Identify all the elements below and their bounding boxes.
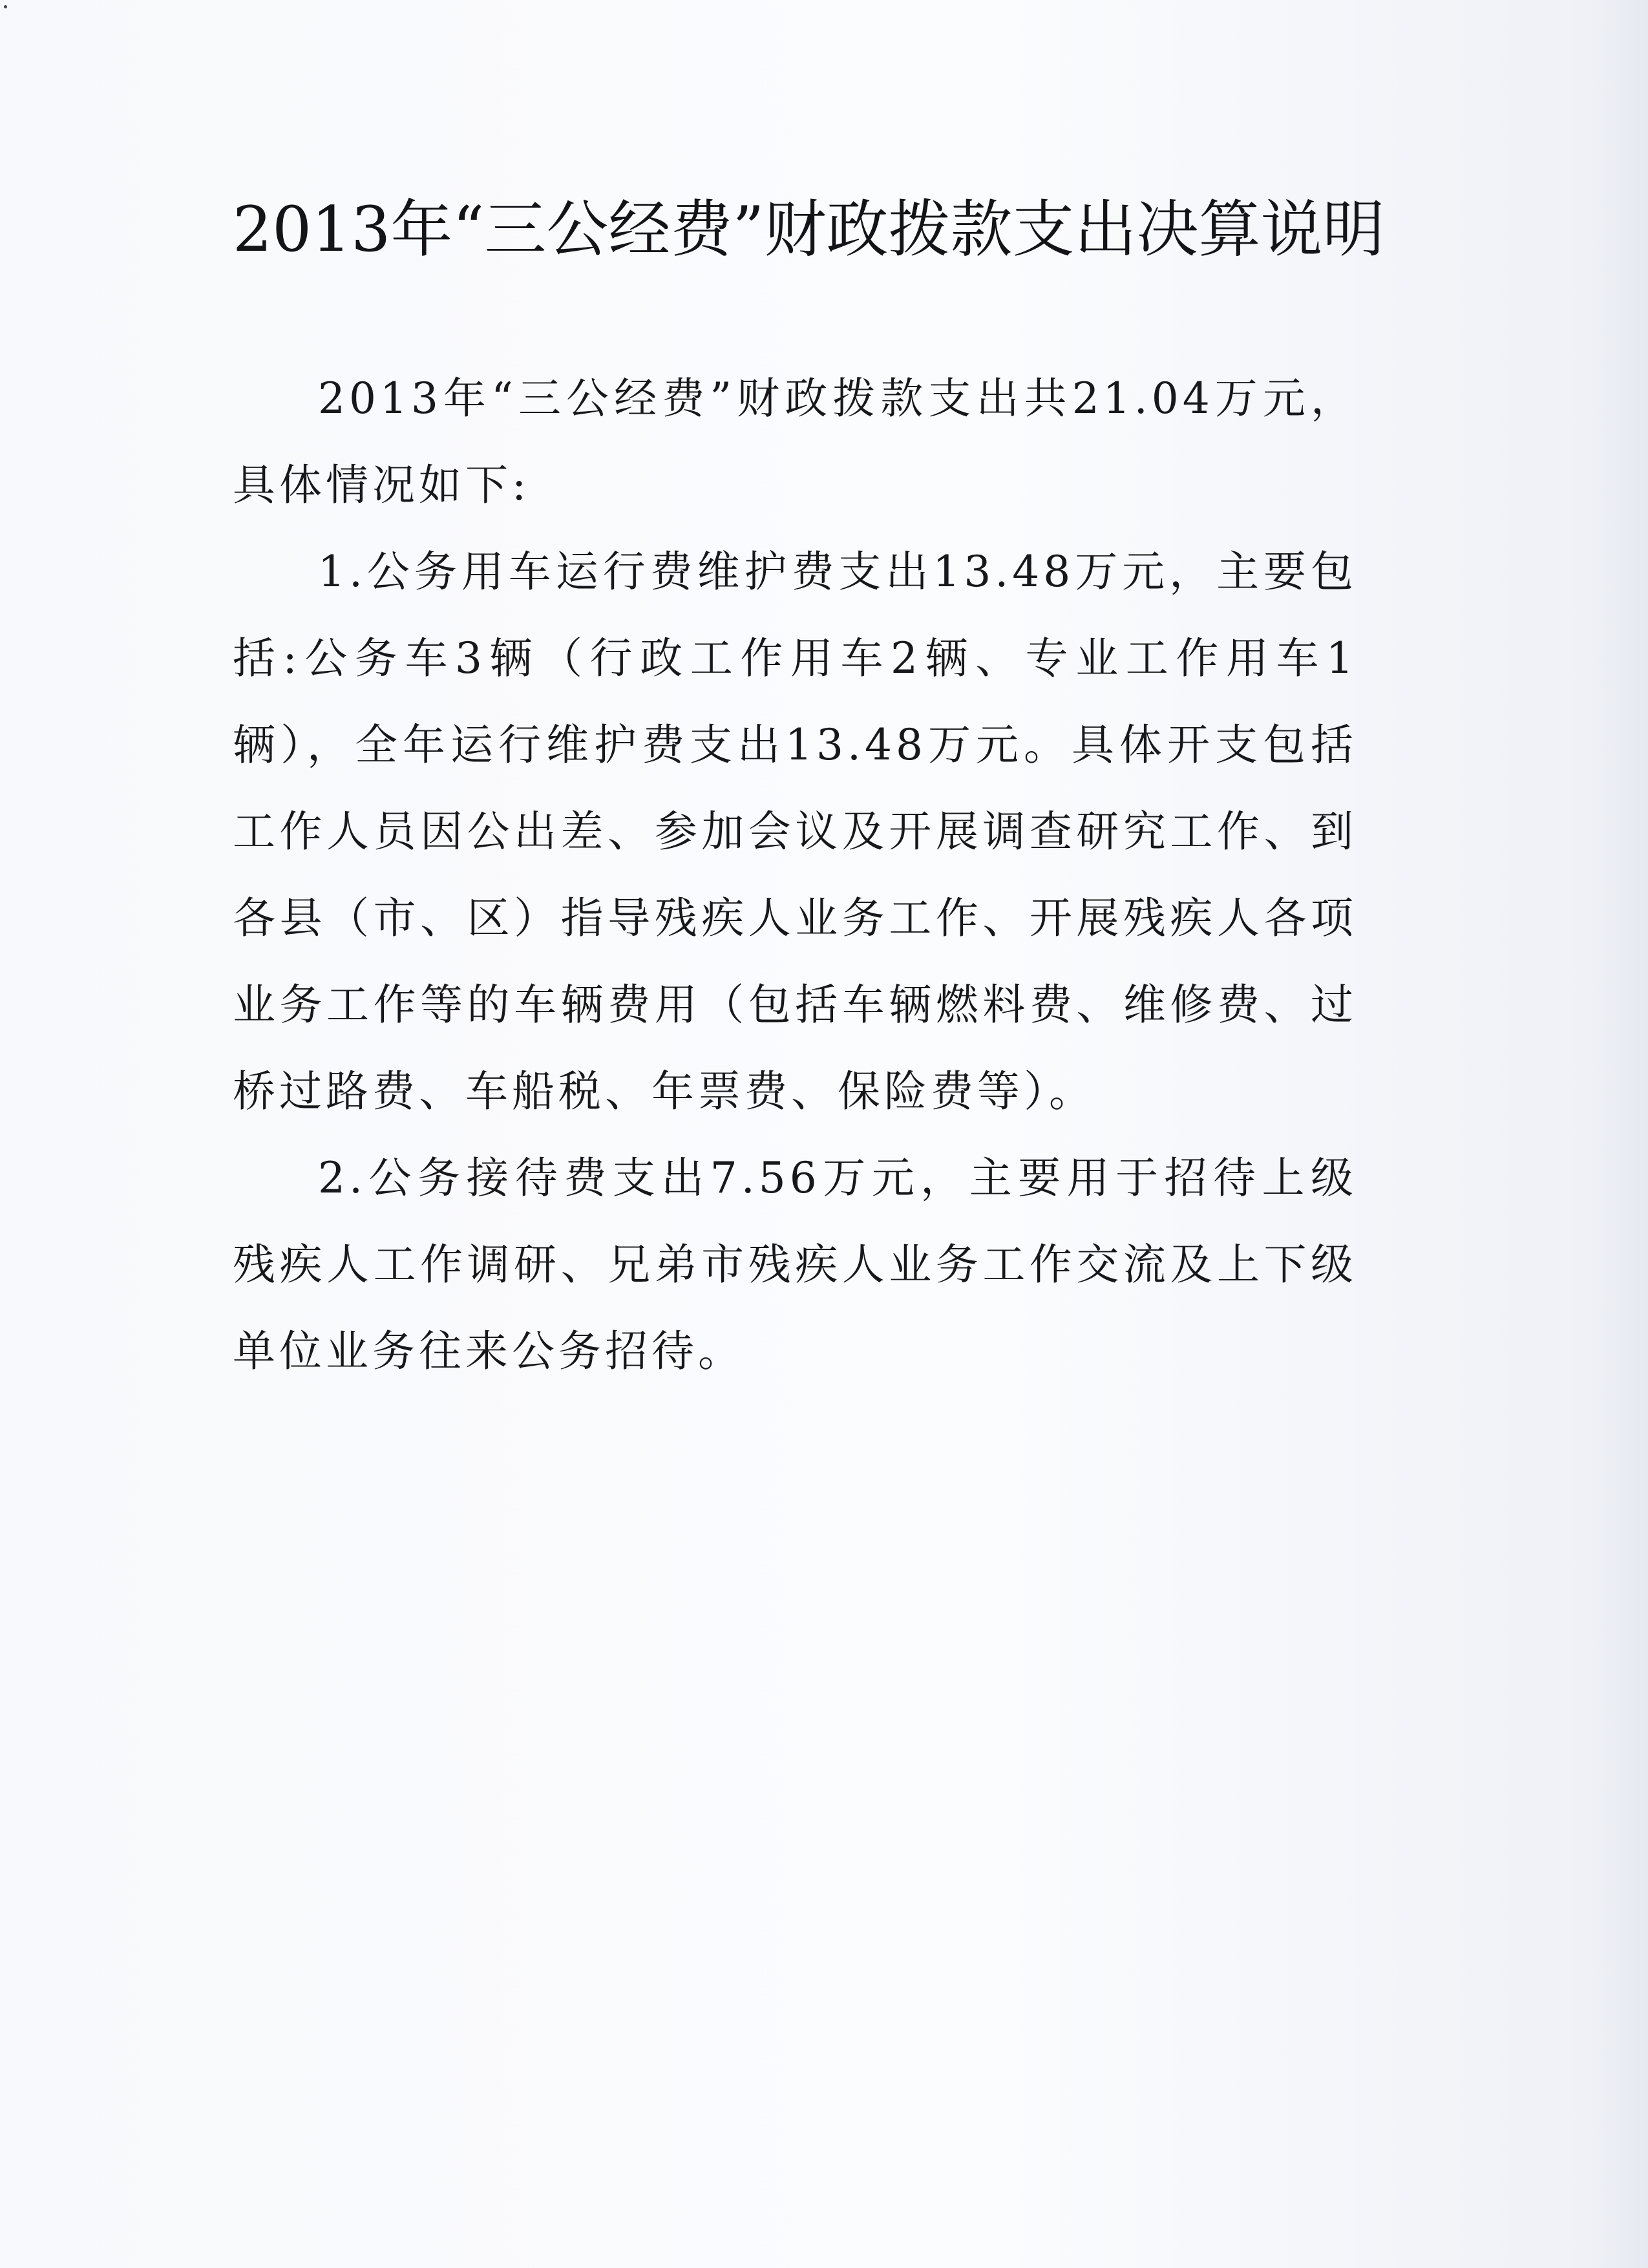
paragraph-reception-expenses: 2.公务接待费支出7.56万元，主要用于招待上级残疾人工作调研、兄弟市残疾人业务工作交流及上下级单位业务往来公务招待。 xyxy=(233,1153,1357,1376)
scan-shadow-edge xyxy=(1590,0,1648,2268)
paragraph-vehicle-expenses: 1.公务用车运行费维护费支出13.48万元，主要包括:公务车3辆（行政工作用车2辆、专业工作用车1辆），全年运行维护费支出13.48万元。具体开支包括工作人员因公出差、参加会议及开展调查研究工作、到各县（市、区）指导残疾人业务工作、开展残疾人各项业务工作等的车辆费用（包括车辆燃料费、维修费、过桥过路费、车船税、年票费、保险费等）。 xyxy=(233,547,1357,1116)
document-body xyxy=(233,355,1357,1395)
scan-speck xyxy=(4,5,7,8)
paragraph-summary: 2013年“三公经费”财政拨款支出共21.04万元，具体情况如下: xyxy=(233,374,1357,510)
document-title: 2013年“三公经费”财政拨款支出决算说明 xyxy=(233,193,1385,266)
